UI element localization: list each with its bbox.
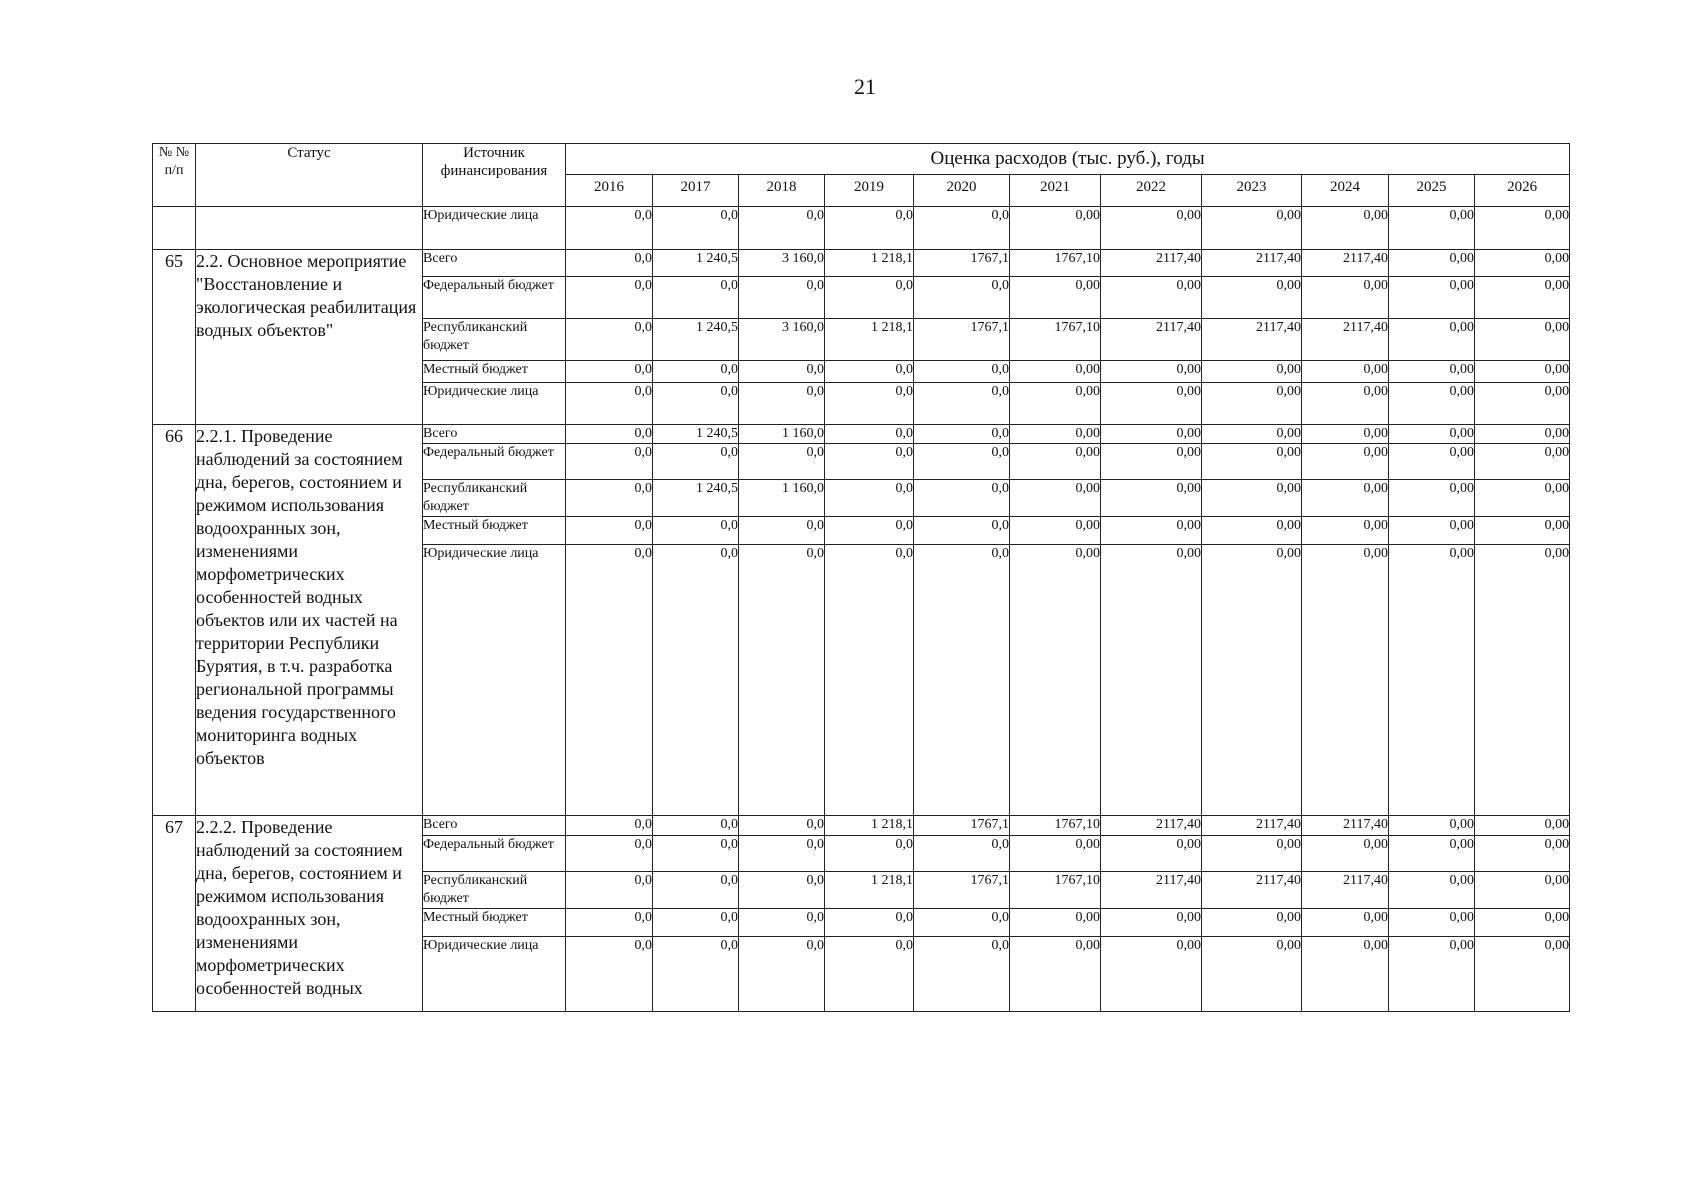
value-cell: 0,00 xyxy=(1302,383,1389,425)
value-cell: 0,00 xyxy=(1302,444,1389,480)
value-cell: 1767,10 xyxy=(1010,872,1101,909)
value-cell: 0,0 xyxy=(914,480,1010,517)
row-number: 67 xyxy=(153,816,196,1012)
value-cell: 0,0 xyxy=(653,444,739,480)
table-header xyxy=(153,144,1570,207)
funding-source: Федеральный бюджет xyxy=(423,277,566,319)
value-cell: 3 160,0 xyxy=(739,250,825,277)
value-cell: 0,0 xyxy=(825,836,914,872)
value-cell: 2117,40 xyxy=(1202,816,1302,836)
value-cell: 0,00 xyxy=(1475,480,1570,517)
value-cell: 0,00 xyxy=(1010,836,1101,872)
value-cell: 0,0 xyxy=(653,207,739,250)
value-cell: 0,0 xyxy=(914,836,1010,872)
value-cell: 0,00 xyxy=(1202,444,1302,480)
value-cell: 0,0 xyxy=(739,361,825,383)
value-cell: 0,00 xyxy=(1101,425,1202,444)
value-cell: 0,00 xyxy=(1010,545,1101,816)
value-cell: 0,0 xyxy=(739,277,825,319)
value-cell: 0,0 xyxy=(653,937,739,1012)
value-cell: 1 218,1 xyxy=(825,319,914,361)
value-cell: 0,0 xyxy=(566,909,653,937)
value-cell: 1767,1 xyxy=(914,872,1010,909)
value-cell: 0,00 xyxy=(1389,444,1475,480)
value-cell: 0,00 xyxy=(1101,361,1202,383)
value-cell: 0,00 xyxy=(1389,909,1475,937)
value-cell: 0,0 xyxy=(739,937,825,1012)
value-cell: 0,0 xyxy=(825,383,914,425)
value-cell: 0,00 xyxy=(1010,277,1101,319)
value-cell: 0,00 xyxy=(1101,909,1202,937)
table-row xyxy=(153,425,1570,444)
table-row xyxy=(153,207,1570,250)
table-body xyxy=(153,207,1570,1012)
value-cell: 0,00 xyxy=(1389,383,1475,425)
row-number: 65 xyxy=(153,250,196,425)
value-cell: 0,0 xyxy=(739,872,825,909)
value-cell: 0,00 xyxy=(1302,277,1389,319)
column-header-source: Источник финансирования xyxy=(423,144,566,207)
value-cell: 0,0 xyxy=(566,361,653,383)
value-cell: 0,00 xyxy=(1202,909,1302,937)
value-cell: 0,0 xyxy=(566,937,653,1012)
budget-table xyxy=(152,143,1570,1012)
value-cell: 0,0 xyxy=(825,277,914,319)
value-cell: 0,00 xyxy=(1389,836,1475,872)
value-cell: 0,00 xyxy=(1010,909,1101,937)
year-header: 2022 xyxy=(1101,175,1202,207)
value-cell: 0,0 xyxy=(653,816,739,836)
value-cell: 0,0 xyxy=(566,319,653,361)
value-cell: 0,0 xyxy=(566,517,653,545)
value-cell: 0,0 xyxy=(566,836,653,872)
year-header: 2016 xyxy=(566,175,653,207)
value-cell: 0,00 xyxy=(1101,444,1202,480)
value-cell: 0,00 xyxy=(1202,425,1302,444)
value-cell: 0,00 xyxy=(1389,207,1475,250)
value-cell: 0,00 xyxy=(1302,909,1389,937)
value-cell: 0,0 xyxy=(914,383,1010,425)
value-cell: 0,00 xyxy=(1010,517,1101,545)
funding-source: Республиканский бюджет xyxy=(423,319,566,361)
column-header-estimate: Оценка расходов (тыс. руб.), годы xyxy=(566,144,1570,175)
value-cell: 0,00 xyxy=(1101,383,1202,425)
value-cell: 0,00 xyxy=(1010,480,1101,517)
value-cell: 2117,40 xyxy=(1302,872,1389,909)
value-cell: 0,00 xyxy=(1202,545,1302,816)
value-cell: 0,00 xyxy=(1101,937,1202,1012)
funding-source: Юридические лица xyxy=(423,937,566,1012)
value-cell: 0,00 xyxy=(1389,250,1475,277)
value-cell: 0,00 xyxy=(1389,545,1475,816)
value-cell: 0,0 xyxy=(739,517,825,545)
value-cell: 0,00 xyxy=(1475,383,1570,425)
value-cell: 2117,40 xyxy=(1302,816,1389,836)
value-cell: 0,00 xyxy=(1302,937,1389,1012)
value-cell: 0,0 xyxy=(566,207,653,250)
value-cell: 0,0 xyxy=(914,909,1010,937)
value-cell: 0,0 xyxy=(653,383,739,425)
row-number: 66 xyxy=(153,425,196,816)
value-cell: 0,0 xyxy=(566,425,653,444)
year-header: 2023 xyxy=(1202,175,1302,207)
value-cell: 1 218,1 xyxy=(825,872,914,909)
value-cell: 0,00 xyxy=(1475,361,1570,383)
value-cell: 0,00 xyxy=(1475,816,1570,836)
year-header: 2025 xyxy=(1389,175,1475,207)
funding-source: Федеральный бюджет xyxy=(423,836,566,872)
value-cell: 0,00 xyxy=(1475,444,1570,480)
year-header: 2017 xyxy=(653,175,739,207)
status-cell: 2.2. Основное мероприятие "Восстановление и экологическая реабилитация водных объектов" xyxy=(196,250,423,425)
funding-source: Республиканский бюджет xyxy=(423,872,566,909)
table-row xyxy=(153,816,1570,836)
value-cell: 1 218,1 xyxy=(825,816,914,836)
value-cell: 0,00 xyxy=(1475,937,1570,1012)
value-cell: 2117,40 xyxy=(1202,872,1302,909)
funding-source: Местный бюджет xyxy=(423,361,566,383)
value-cell: 0,00 xyxy=(1302,425,1389,444)
value-cell: 0,0 xyxy=(566,250,653,277)
row-number xyxy=(153,207,196,250)
value-cell: 0,00 xyxy=(1389,517,1475,545)
value-cell: 0,0 xyxy=(739,444,825,480)
value-cell: 0,0 xyxy=(825,361,914,383)
value-cell: 0,0 xyxy=(739,816,825,836)
value-cell: 0,0 xyxy=(566,444,653,480)
value-cell: 0,0 xyxy=(825,480,914,517)
value-cell: 2117,40 xyxy=(1302,319,1389,361)
funding-source: Юридические лица xyxy=(423,383,566,425)
value-cell: 1767,1 xyxy=(914,816,1010,836)
column-header-status: Статус xyxy=(196,144,423,207)
value-cell: 0,0 xyxy=(566,383,653,425)
funding-source: Федеральный бюджет xyxy=(423,444,566,480)
year-header: 2021 xyxy=(1010,175,1101,207)
value-cell: 1767,1 xyxy=(914,250,1010,277)
value-cell: 0,0 xyxy=(825,444,914,480)
value-cell: 0,00 xyxy=(1302,836,1389,872)
value-cell: 1 240,5 xyxy=(653,425,739,444)
value-cell: 2117,40 xyxy=(1202,250,1302,277)
value-cell: 0,0 xyxy=(566,480,653,517)
value-cell: 0,0 xyxy=(914,937,1010,1012)
value-cell: 0,00 xyxy=(1010,361,1101,383)
value-cell: 0,0 xyxy=(914,444,1010,480)
value-cell: 2117,40 xyxy=(1302,250,1389,277)
value-cell: 1 240,5 xyxy=(653,480,739,517)
value-cell: 0,00 xyxy=(1202,517,1302,545)
value-cell: 0,00 xyxy=(1475,909,1570,937)
value-cell: 0,0 xyxy=(825,545,914,816)
value-cell: 1767,1 xyxy=(914,319,1010,361)
value-cell: 0,0 xyxy=(739,383,825,425)
value-cell: 0,00 xyxy=(1101,517,1202,545)
value-cell: 0,00 xyxy=(1389,816,1475,836)
value-cell: 0,0 xyxy=(653,909,739,937)
value-cell: 0,00 xyxy=(1475,207,1570,250)
value-cell: 0,00 xyxy=(1475,872,1570,909)
value-cell: 0,00 xyxy=(1202,937,1302,1012)
value-cell: 0,0 xyxy=(914,425,1010,444)
value-cell: 1 218,1 xyxy=(825,250,914,277)
value-cell: 0,00 xyxy=(1101,480,1202,517)
value-cell: 0,0 xyxy=(739,836,825,872)
value-cell: 0,00 xyxy=(1101,836,1202,872)
value-cell: 2117,40 xyxy=(1202,319,1302,361)
value-cell: 1 160,0 xyxy=(739,480,825,517)
value-cell: 0,00 xyxy=(1302,545,1389,816)
value-cell: 0,00 xyxy=(1202,383,1302,425)
value-cell: 0,00 xyxy=(1010,937,1101,1012)
value-cell: 0,0 xyxy=(825,517,914,545)
value-cell: 0,00 xyxy=(1101,277,1202,319)
page-number: 21 xyxy=(854,74,876,99)
value-cell: 0,00 xyxy=(1202,361,1302,383)
value-cell: 0,0 xyxy=(825,425,914,444)
value-cell: 0,00 xyxy=(1389,277,1475,319)
funding-source: Местный бюджет xyxy=(423,909,566,937)
value-cell: 1 240,5 xyxy=(653,319,739,361)
value-cell: 0,0 xyxy=(566,277,653,319)
value-cell: 0,0 xyxy=(825,207,914,250)
value-cell: 0,0 xyxy=(914,517,1010,545)
value-cell: 0,0 xyxy=(914,361,1010,383)
value-cell: 0,0 xyxy=(914,207,1010,250)
value-cell: 0,0 xyxy=(653,517,739,545)
value-cell: 0,0 xyxy=(653,872,739,909)
value-cell: 0,00 xyxy=(1389,480,1475,517)
table-row xyxy=(153,250,1570,277)
value-cell: 1767,10 xyxy=(1010,250,1101,277)
status-cell xyxy=(196,207,423,250)
value-cell: 0,00 xyxy=(1202,207,1302,250)
year-header: 2018 xyxy=(739,175,825,207)
value-cell: 0,0 xyxy=(566,816,653,836)
value-cell: 0,00 xyxy=(1101,545,1202,816)
value-cell: 2117,40 xyxy=(1101,872,1202,909)
value-cell: 0,00 xyxy=(1389,319,1475,361)
value-cell: 0,00 xyxy=(1475,250,1570,277)
value-cell: 0,00 xyxy=(1202,480,1302,517)
funding-source: Республиканский бюджет xyxy=(423,480,566,517)
status-cell: 2.2.2. Проведение наблюдений за состоянием дна, берегов, состоянием и режимом использования водоохранных зон, изменениями морфометрических особенностей водных xyxy=(196,816,423,1012)
value-cell: 2117,40 xyxy=(1101,816,1202,836)
funding-source: Всего xyxy=(423,816,566,836)
value-cell: 3 160,0 xyxy=(739,319,825,361)
value-cell: 0,00 xyxy=(1202,836,1302,872)
value-cell: 0,0 xyxy=(825,937,914,1012)
value-cell: 0,00 xyxy=(1010,444,1101,480)
status-cell: 2.2.1. Проведение наблюдений за состоянием дна, берегов, состоянием и режимом использования водоохранных зон, изменениями морфометрических особенностей водных объектов или их частей на территории Республики Бурятия, в т.ч. разработка региональной программы ведения государственного мониторинга водных объектов xyxy=(196,425,423,816)
year-header: 2026 xyxy=(1475,175,1570,207)
value-cell: 2117,40 xyxy=(1101,319,1202,361)
value-cell: 0,0 xyxy=(914,277,1010,319)
value-cell: 0,0 xyxy=(914,545,1010,816)
value-cell: 0,0 xyxy=(739,545,825,816)
value-cell: 0,0 xyxy=(566,872,653,909)
value-cell: 2117,40 xyxy=(1101,250,1202,277)
value-cell: 0,0 xyxy=(653,277,739,319)
value-cell: 1 160,0 xyxy=(739,425,825,444)
value-cell: 0,0 xyxy=(825,909,914,937)
value-cell: 0,00 xyxy=(1475,319,1570,361)
value-cell: 0,00 xyxy=(1010,207,1101,250)
funding-source: Юридические лица xyxy=(423,545,566,816)
year-header: 2024 xyxy=(1302,175,1389,207)
column-header-number: № № п/п xyxy=(153,144,196,207)
year-header: 2019 xyxy=(825,175,914,207)
value-cell: 1 240,5 xyxy=(653,250,739,277)
value-cell: 0,00 xyxy=(1389,425,1475,444)
value-cell: 0,00 xyxy=(1389,937,1475,1012)
value-cell: 0,00 xyxy=(1302,517,1389,545)
value-cell: 0,00 xyxy=(1202,277,1302,319)
value-cell: 0,00 xyxy=(1475,836,1570,872)
value-cell: 0,00 xyxy=(1010,383,1101,425)
value-cell: 1767,10 xyxy=(1010,319,1101,361)
value-cell: 0,00 xyxy=(1389,361,1475,383)
value-cell: 0,0 xyxy=(566,545,653,816)
funding-source: Всего xyxy=(423,425,566,444)
value-cell: 0,00 xyxy=(1475,545,1570,816)
year-header: 2020 xyxy=(914,175,1010,207)
value-cell: 1767,10 xyxy=(1010,816,1101,836)
value-cell: 0,00 xyxy=(1475,277,1570,319)
value-cell: 0,0 xyxy=(653,545,739,816)
value-cell: 0,0 xyxy=(653,836,739,872)
value-cell: 0,00 xyxy=(1302,207,1389,250)
funding-source: Юридические лица xyxy=(423,207,566,250)
value-cell: 0,00 xyxy=(1302,361,1389,383)
value-cell: 0,0 xyxy=(739,909,825,937)
funding-source: Местный бюджет xyxy=(423,517,566,545)
value-cell: 0,00 xyxy=(1101,207,1202,250)
value-cell: 0,0 xyxy=(739,207,825,250)
value-cell: 0,0 xyxy=(653,361,739,383)
value-cell: 0,00 xyxy=(1302,480,1389,517)
value-cell: 0,00 xyxy=(1389,872,1475,909)
value-cell: 0,00 xyxy=(1475,517,1570,545)
value-cell: 0,00 xyxy=(1475,425,1570,444)
value-cell: 0,00 xyxy=(1010,425,1101,444)
funding-source: Всего xyxy=(423,250,566,277)
